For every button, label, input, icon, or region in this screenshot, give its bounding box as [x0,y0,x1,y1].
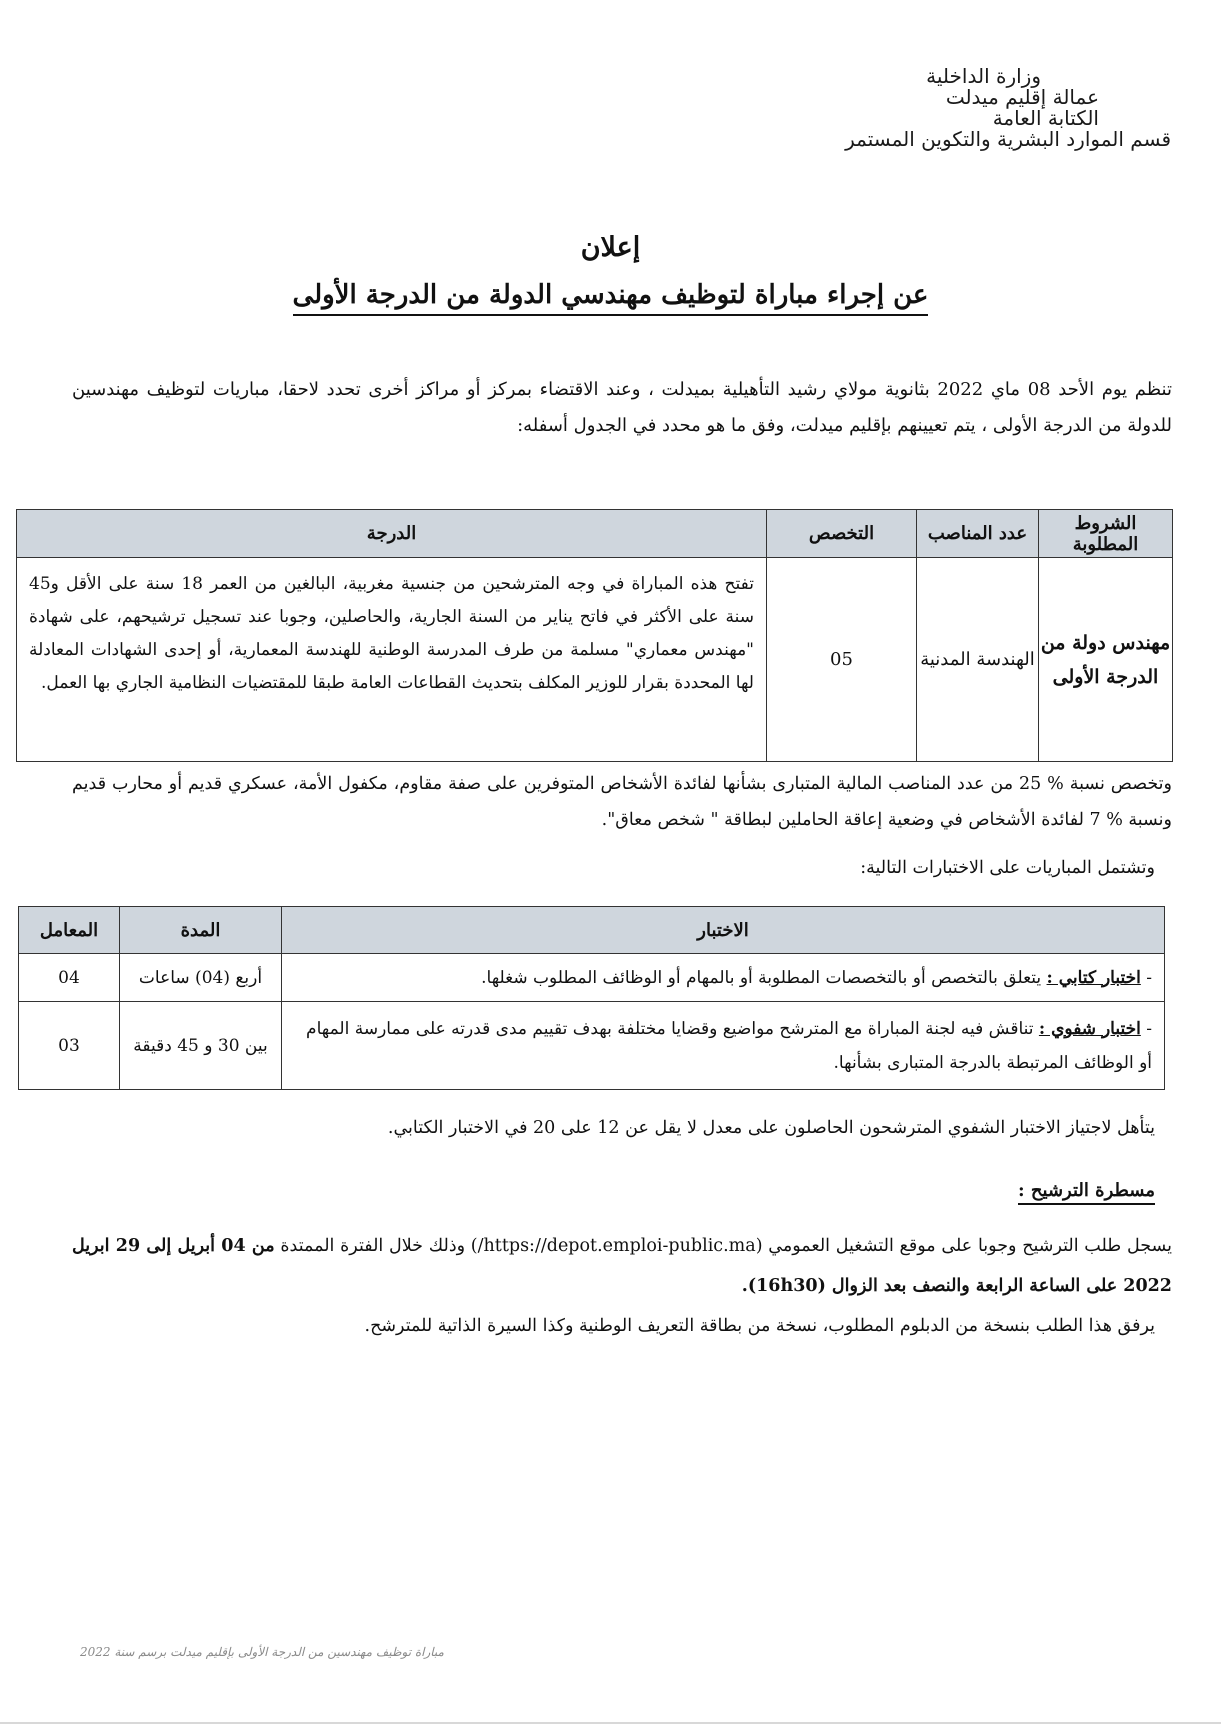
header-department: قسم الموارد البشرية والتكوين المستمر [845,127,1171,151]
header-secretariat: الكتابة العامة [992,106,1099,130]
scan-edge-line [0,1722,1221,1724]
table-row [19,954,1165,1002]
header-province: عمالة إقليم ميدلت [945,85,1099,109]
col-conditions: الشروط المطلوبة [1039,510,1173,558]
positions-table-header [17,510,1173,558]
cell-duration-written: أربع (04) ساعات [120,954,282,1002]
oral-qualification: يتأهل لاجتياز الاختبار الشفوي المترشحون الحاصلون على معدل لا يقل عن 12 على 20 في الاختبار الكتابي. [387,1118,1155,1138]
tests-table-header [19,907,1165,954]
cell-test-written [282,954,1165,1002]
table-row [17,558,1173,762]
col-coefficient: المعامل [19,907,120,954]
announcement-title: إعلان [580,232,641,263]
tests-table [18,906,1165,1090]
procedure-deadline: من 04 أبريل إلى 29 ابريل 2022 على الساعة الرابعة والنصف بعد الزوال (16h30). [72,1236,1172,1296]
procedure-text-main: يسجل طلب الترشيح وجوبا على موقع التشغيل العمومي (https://depot.emploi-public.ma/) وذلك خلال الفترة الممتدة [274,1236,1172,1256]
col-test: الاختبار [282,907,1165,954]
attachments-text: يرفق هذا الطلب بنسخة من الدبلوم المطلوب، نسخة من بطاقة التعريف الوطنية وكذا السيرة الذاتية للمترشح. [364,1316,1155,1336]
announcement-subtitle [0,280,1221,310]
header-ministry: وزارة الداخلية [926,64,1041,88]
intro-paragraph: تنظم يوم الأحد 08 ماي 2022 بثانوية مولاي رشيد التأهيلية بميدلت ، وعند الاقتضاء بمركز أو مراكز أخرى تحدد لاحقا، مباريات لتوظيف مهندسين للدولة من الدرجة الأولى ، يتم تعيينهم بإقليم ميدلت، وفق ما هو محدد في الجدول أسفله: [72,379,1172,436]
cell-specialty: الهندسة المدنية [917,558,1039,762]
row-dash: - [1140,967,1152,988]
procedure-text [72,1226,1172,1306]
written-test-label: اختبار كتابي : [1046,967,1141,988]
col-specialty: التخصص [767,510,917,558]
cell-test-oral [282,1002,1165,1090]
col-positions: عدد المناصب [917,510,1039,558]
col-duration: المدة [120,907,282,954]
procedure-title: مسطرة الترشيح : [1018,1180,1155,1205]
oral-test-text: تناقش فيه لجنة المباراة مع المترشح مواضيع وقضايا مختلفة بهدف تقييم مدى قدرته على ممارسة المهام أو الوظائف المرتبطة بالدرجة المتبارى بشأنها. [306,1018,1152,1073]
cell-coef-written: 04 [19,954,120,1002]
tests-intro: وتشتمل المباريات على الاختبارات التالية: [860,858,1155,878]
ministry-header [611,66,1171,150]
cell-coef-oral: 03 [19,1002,120,1090]
cell-duration-oral: بين 30 و 45 دقيقة [120,1002,282,1090]
announcement-subtitle-text: عن إجراء مباراة لتوظيف مهندسي الدولة من الدرجة الأولى [293,280,929,316]
written-test-text: يتعلق بالتخصص أو بالتخصصات المطلوبة أو بالمهام أو الوظائف المطلوب شغلها. [481,967,1047,988]
footer-note: مباراة توظيف مهندسين من الدرجة الأولى بإقليم ميدلت برسم سنة 2022 [80,1645,444,1659]
cell-positions: 05 [767,558,917,762]
oral-test-label: اختبار شفوي : [1038,1018,1141,1039]
cell-conditions: تفتح هذه المباراة في وجه المترشحين من جنسية مغربية، البالغين من العمر 18 سنة على الأقل و45 سنة على الأكثر في فاتح يناير من السنة الجارية، والحاصلين، وجوبا عند تسجيل ترشيحهم، على شهادة "مهندس معماري" مسلمة من طرف المدرسة الوطنية للهندسة المعمارية، أو إحدى الشهادات المعادلة لها المحددة بقرار للوزير المكلف بتحديث القطاعات العامة طبقا للمقتضيات النظامية الجاري بها العمل. [17,558,767,762]
row-dash: - [1140,1018,1152,1039]
cell-grade: مهندس دولة من الدرجة الأولى [1039,558,1173,762]
col-grade: الدرجة [17,510,767,558]
quota-paragraph: وتخصص نسبة % 25 من عدد المناصب المالية المتبارى بشأنها لفائدة الأشخاص المتوفرين على صفة مقاوم، مكفول الأمة، عسكري قديم أو محارب قديم ونسبة % 7 لفائدة الأشخاص في وضعية إعاقة الحاملين لبطاقة " شخص معاق". [72,774,1172,830]
positions-table [16,509,1173,762]
table-row [19,1002,1165,1090]
